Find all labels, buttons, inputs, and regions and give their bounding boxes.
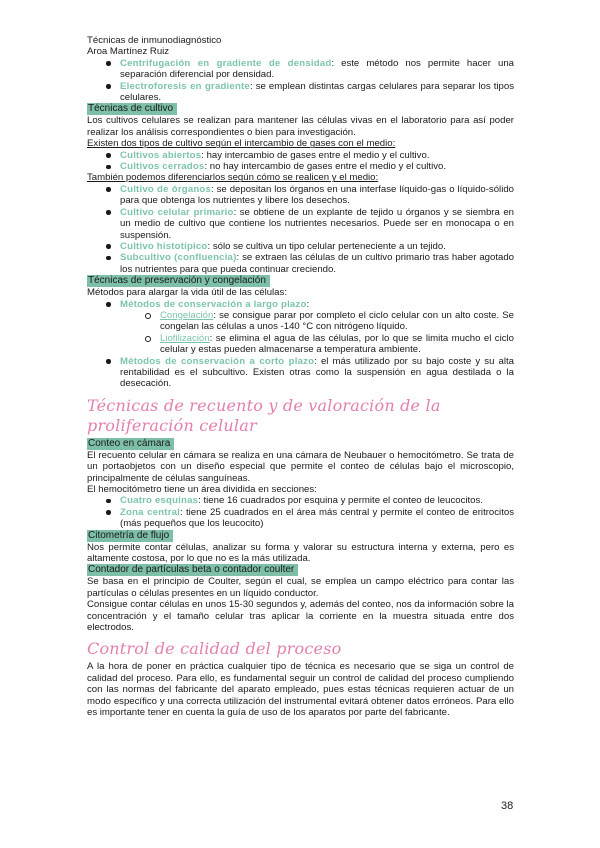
paragraph: El hemocitómetro tiene un área dividida en secciones: bbox=[87, 484, 317, 495]
term: Cultivo histotípico bbox=[120, 240, 208, 252]
list-item: Cultivo de órganos: se depositan los órganos en una interfase líquido-gas o líquido-sólido para que obtenga los nutrientes y libere los desechos. bbox=[120, 183, 514, 207]
list-item: Centrifugación en gradiente de densidad: este método nos permite hacer una separación diferencial por densidad. bbox=[120, 57, 514, 81]
subheading: Existen dos tipos de cultivo según el intercambio de gases con el medio: bbox=[87, 138, 396, 150]
section-heading-cultivo: Técnicas de cultivo bbox=[87, 103, 177, 115]
paragraph: A la hora de poner en práctica cualquier tipo de técnica es necesario que se siga un control de calidad del proceso. Para ello, es fundamental seguir un control de calidad del proceso cumpliendo con las normas del fabricante del aparato empleado, pues estas técnicas requieren actuar de un modo específico y una correcta utilización del instrumental evitará obtener datos erróneos. Para ello es importante tener en cuenta la guía de uso de los aparatos por parte del fabricante. bbox=[87, 661, 514, 719]
list-item: Cultivo histotípico: sólo se cultiva un tipo celular perteneciente a un tejido. bbox=[120, 241, 514, 252]
list-item: Subcultivo (confluencia): se extraen las células de un cultivo primario tras haber agotado los nutrientes para que pueda continuar creciendo. bbox=[120, 252, 515, 275]
list-item: Zona central: tiene 25 cuadrados en el área más central y permite el conteo de eritrocitos (más pequeños que los leucocito) bbox=[120, 506, 514, 530]
section-heading-camara: Conteo en cámara bbox=[87, 438, 174, 450]
term: Zona central bbox=[120, 506, 181, 518]
page-number: 38 bbox=[501, 800, 514, 812]
term: Cultivos abiertos bbox=[120, 149, 202, 161]
term: Cultivo celular primario bbox=[120, 206, 234, 218]
separation-methods-list bbox=[87, 58, 514, 104]
culture-gas-list bbox=[87, 150, 514, 173]
section-title-recuento: Técnicas de recuento y de valoración de la proliferación celular bbox=[87, 395, 441, 435]
term-link: Liofilización bbox=[160, 332, 210, 344]
paragraph: Nos permite contar células, analizar su forma y valorar su estructura interna y externa, pero es altamente costosa, por lo que no es la más utilizada. bbox=[87, 541, 514, 565]
paragraph: Los cultivos celulares se realizan para mantener las células vivas en el laboratorio para así poder realizar los análisis correspondientes o bien para investigación. bbox=[87, 115, 514, 138]
term: Centrifugación en gradiente de densidad bbox=[120, 57, 332, 69]
term: Subcultivo (confluencia) bbox=[120, 252, 237, 264]
list-item: Métodos de conservación a corto plazo: el más utilizado por su bajo coste y su alta rentabilidad es el subcultivo. Existen otras como la suspensión en agua destilada o la desecación. bbox=[120, 355, 515, 390]
subheading: También podemos diferenciarlos según cómo se realicen y el medio: bbox=[87, 172, 379, 184]
list-item: Cultivos abiertos: hay intercambio de gases entre el medio y el cultivo. bbox=[120, 150, 514, 161]
term: Cultivos cerrados bbox=[120, 161, 205, 173]
section-heading-coulter: Contador de partículas beta o contador coulter bbox=[87, 564, 298, 576]
term: Electroforesis en gradiente bbox=[120, 80, 250, 92]
preservation-list bbox=[87, 299, 514, 390]
term: Cuatro esquinas bbox=[120, 495, 199, 507]
long-term-list bbox=[120, 310, 514, 356]
document-page bbox=[87, 35, 514, 719]
term: Métodos de conservación a corto plazo bbox=[120, 355, 315, 367]
term: Métodos de conservación a largo plazo bbox=[120, 298, 307, 310]
list-item: Electroforesis en gradiente: se emplean distintas cargas celulares para separar los tipos celulares. bbox=[120, 80, 515, 104]
term-link: Congelación bbox=[160, 309, 214, 321]
section-heading-citometria: Citometría de flujo bbox=[87, 530, 173, 542]
term: Cultivo de órganos bbox=[120, 183, 212, 195]
section-title-calidad: Control de calidad del proceso bbox=[87, 639, 342, 659]
list-item: Cultivo celular primario: se obtiene de un explante de tejido u órganos y se siembra en un medio de cultivo que contiene los nutrientes necesarios. Puede ser en monocapa o en suspensión. bbox=[120, 206, 514, 241]
header-author: Aroa Martínez Ruiz bbox=[87, 46, 170, 58]
paragraph: Consigue contar células en unos 15-30 segundos y, además del conteo, nos da información sobre la concentración y el tamaño celular tras aplicar la corriente en la muestra situada entre dos electrodos. bbox=[87, 599, 515, 634]
paragraph: Métodos para alargar la vida útil de las células: bbox=[87, 287, 287, 299]
sub-list-item: Liofilización: se elimina el agua de las células, por lo que se limita mucho el ciclo celular y estas pueden almacenarse a temperatura ambiente. bbox=[160, 332, 514, 356]
section-heading-preservacion: Técnicas de preservación y congelación bbox=[87, 275, 270, 287]
culture-type-list bbox=[87, 184, 514, 275]
header-subject: Técnicas de inmunodiagnóstico bbox=[87, 35, 222, 46]
hemocytometer-list bbox=[87, 495, 514, 529]
paragraph: El recuento celular en cámara se realiza en una cámara de Neubauer o hemocitómetro. Se trata de un portaobjetos con un diseño especial que permite el conteo de células bajo el microscopio, principalmente de células sanguíneas. bbox=[87, 449, 514, 484]
paragraph: Se basa en el principio de Coulter, según el cual, se emplea un campo eléctrico para contar las partículas o células presentes en un líquido conductor. bbox=[87, 576, 514, 599]
list-item: Cultivos cerrados: no hay intercambio de gases entre el medio y el cultivo. bbox=[120, 161, 514, 172]
list-item: Cuatro esquinas: tiene 16 cuadrados por esquina y permite el conteo de leucocitos. bbox=[120, 495, 514, 506]
list-item: Métodos de conservación a largo plazo: Congelación: se consigue parar por completo el ciclo celular con un alto coste. Se congelan las células a unos -140 °C con nitrógeno líquido. Liofilización: se elimina el agua de las células, por lo que se limita mucho el ciclo celular y estas pueden almacenarse a temperatura ambiente. bbox=[120, 298, 514, 356]
sub-list-item: Congelación: se consigue parar por completo el ciclo celular con un alto coste. Se congelan las células a unos -140 °C con nitrógeno líquido. bbox=[160, 309, 514, 333]
